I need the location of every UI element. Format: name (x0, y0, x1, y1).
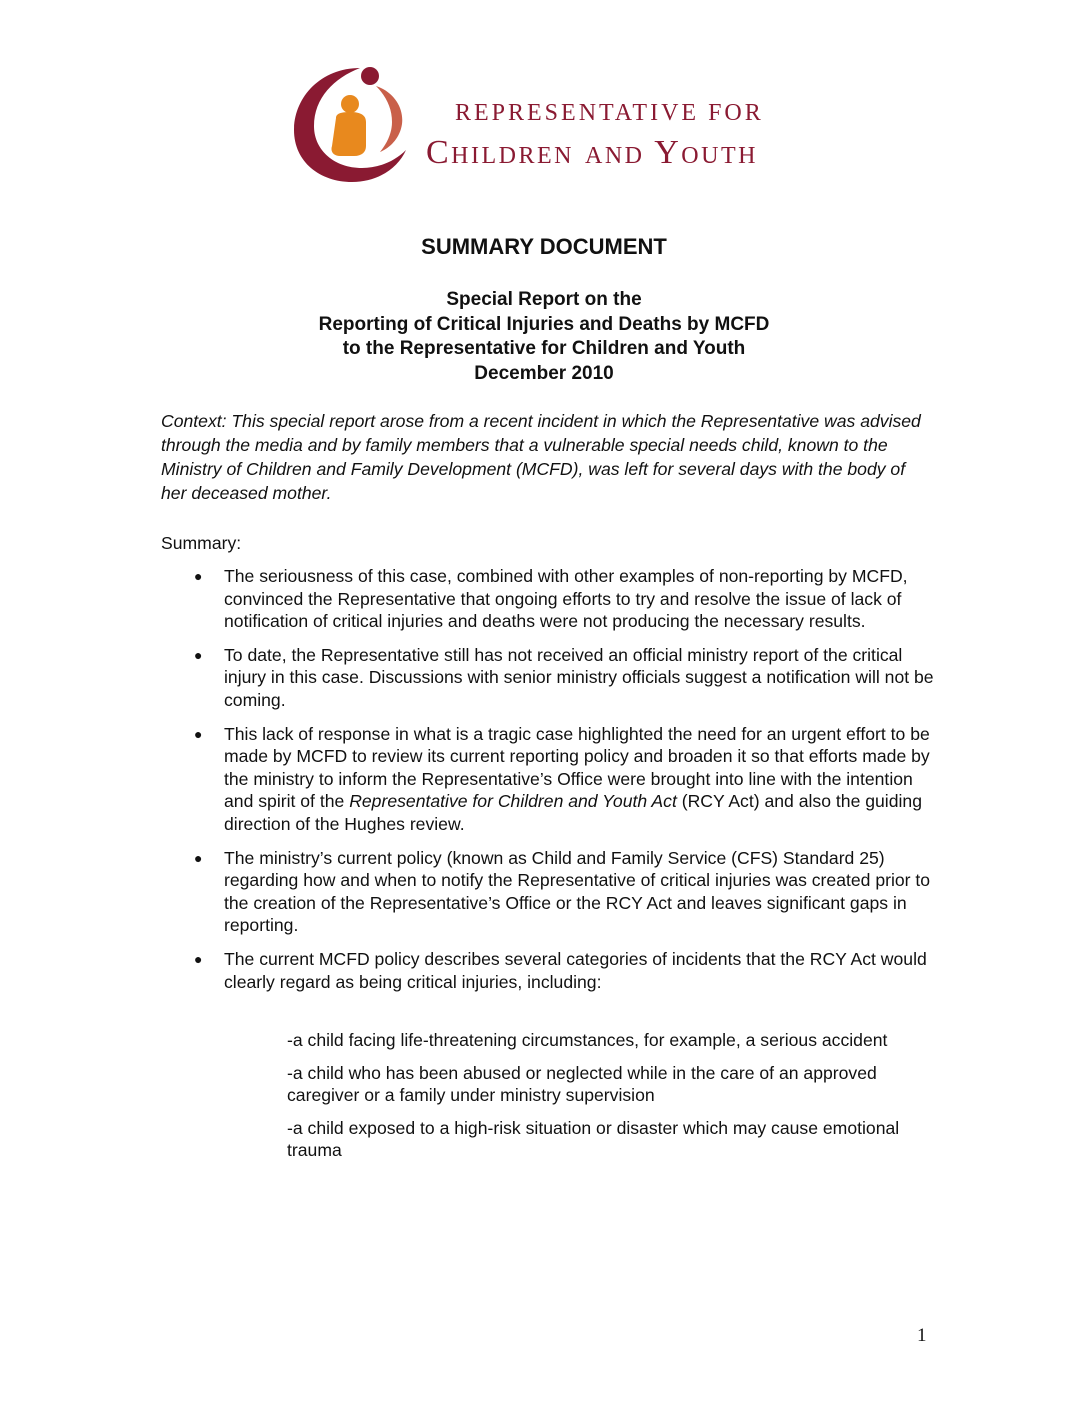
document-title: SUMMARY DOCUMENT (421, 234, 667, 259)
page-number: 1 (917, 1325, 927, 1346)
category-item: -a child facing life-threatening circumstances, for example, a serious accident (287, 1030, 888, 1050)
bullet-item (161, 847, 941, 937)
bullet-text: The ministry’s current policy (known as Child and Family Service (CFS) Standard 25) regarding how and when to notify the Representative of critical injuries was created prior to the creation of the Representative’s Office or the RCY Act and leaves significant gaps in reporting. (224, 847, 931, 936)
summary-heading: Summary: (161, 533, 242, 553)
subtitle-line: Special Report on the (446, 289, 642, 310)
critical-injury-categories (287, 1029, 907, 1172)
bullet-text: The current MCFD policy describes several categories of incidents that the RCY Act would clearly regard as being critical injuries, including: (224, 948, 927, 992)
bullet-item (161, 948, 941, 993)
summary-bullet-list (161, 565, 941, 1004)
logo-text-line2: Children and Youth (426, 134, 758, 171)
rcy-logo-mark-icon (290, 62, 408, 184)
subtitle-line: Reporting of Critical Injuries and Deaths by MCFD (318, 313, 770, 335)
bullet-dot-icon: ● (194, 725, 203, 742)
bullet-text-before: This lack of response in what is a tragic case highlighted the need for an urgent effort to be made by MCFD to review its current reporting policy and broaden it so that efforts made by the ministry to inform the Representative’s Office were brought into line with the intention and spirit of the (224, 723, 930, 812)
logo-text-line1: REPRESENTATIVE FOR (455, 100, 764, 126)
rcy-logo (290, 62, 800, 184)
bullet-item (161, 565, 941, 633)
category-item: -a child exposed to a high-risk situation or disaster which may cause emotional trauma (287, 1117, 900, 1161)
bullet-item (161, 723, 941, 836)
bullet-dot-icon: ● (194, 849, 203, 866)
bullet-text-after: (RCY Act) and also the guiding direction of the Hughes review. (224, 791, 922, 834)
report-subtitle (0, 288, 1088, 386)
act-title: Representative for Children and Youth Act (349, 791, 677, 812)
bullet-dot-icon: ● (194, 950, 203, 967)
bullet-item (161, 644, 941, 712)
bullet-text: The seriousness of this case, combined with other examples of non-reporting by MCFD, convinced the Representative that ongoing efforts to try and resolve the issue of lack of notification of critical injuries and deaths were not producing the necessary results. (224, 566, 908, 632)
context-paragraph: Context: This special report arose from a recent incident in which the Representative was advised through the media and by family members that a vulnerable special needs child, known to the Ministry of Children and Family Development (MCFD), was left for several days with the body of her deceased mother. (161, 411, 921, 503)
bullet-dot-icon: ● (194, 646, 203, 663)
subtitle-line: to the Representative for Children and Youth (342, 338, 746, 359)
report-date: December 2010 (474, 362, 614, 384)
bullet-dot-icon: ● (194, 568, 203, 584)
category-item: -a child who has been abused or neglected while in the care of an approved caregiver or a family under ministry supervision (287, 1062, 877, 1106)
bullet-text: To date, the Representative still has not received an official ministry report of the critical injury in this case. Discussions with senior ministry officials suggest a notification will not be coming. (224, 644, 934, 710)
